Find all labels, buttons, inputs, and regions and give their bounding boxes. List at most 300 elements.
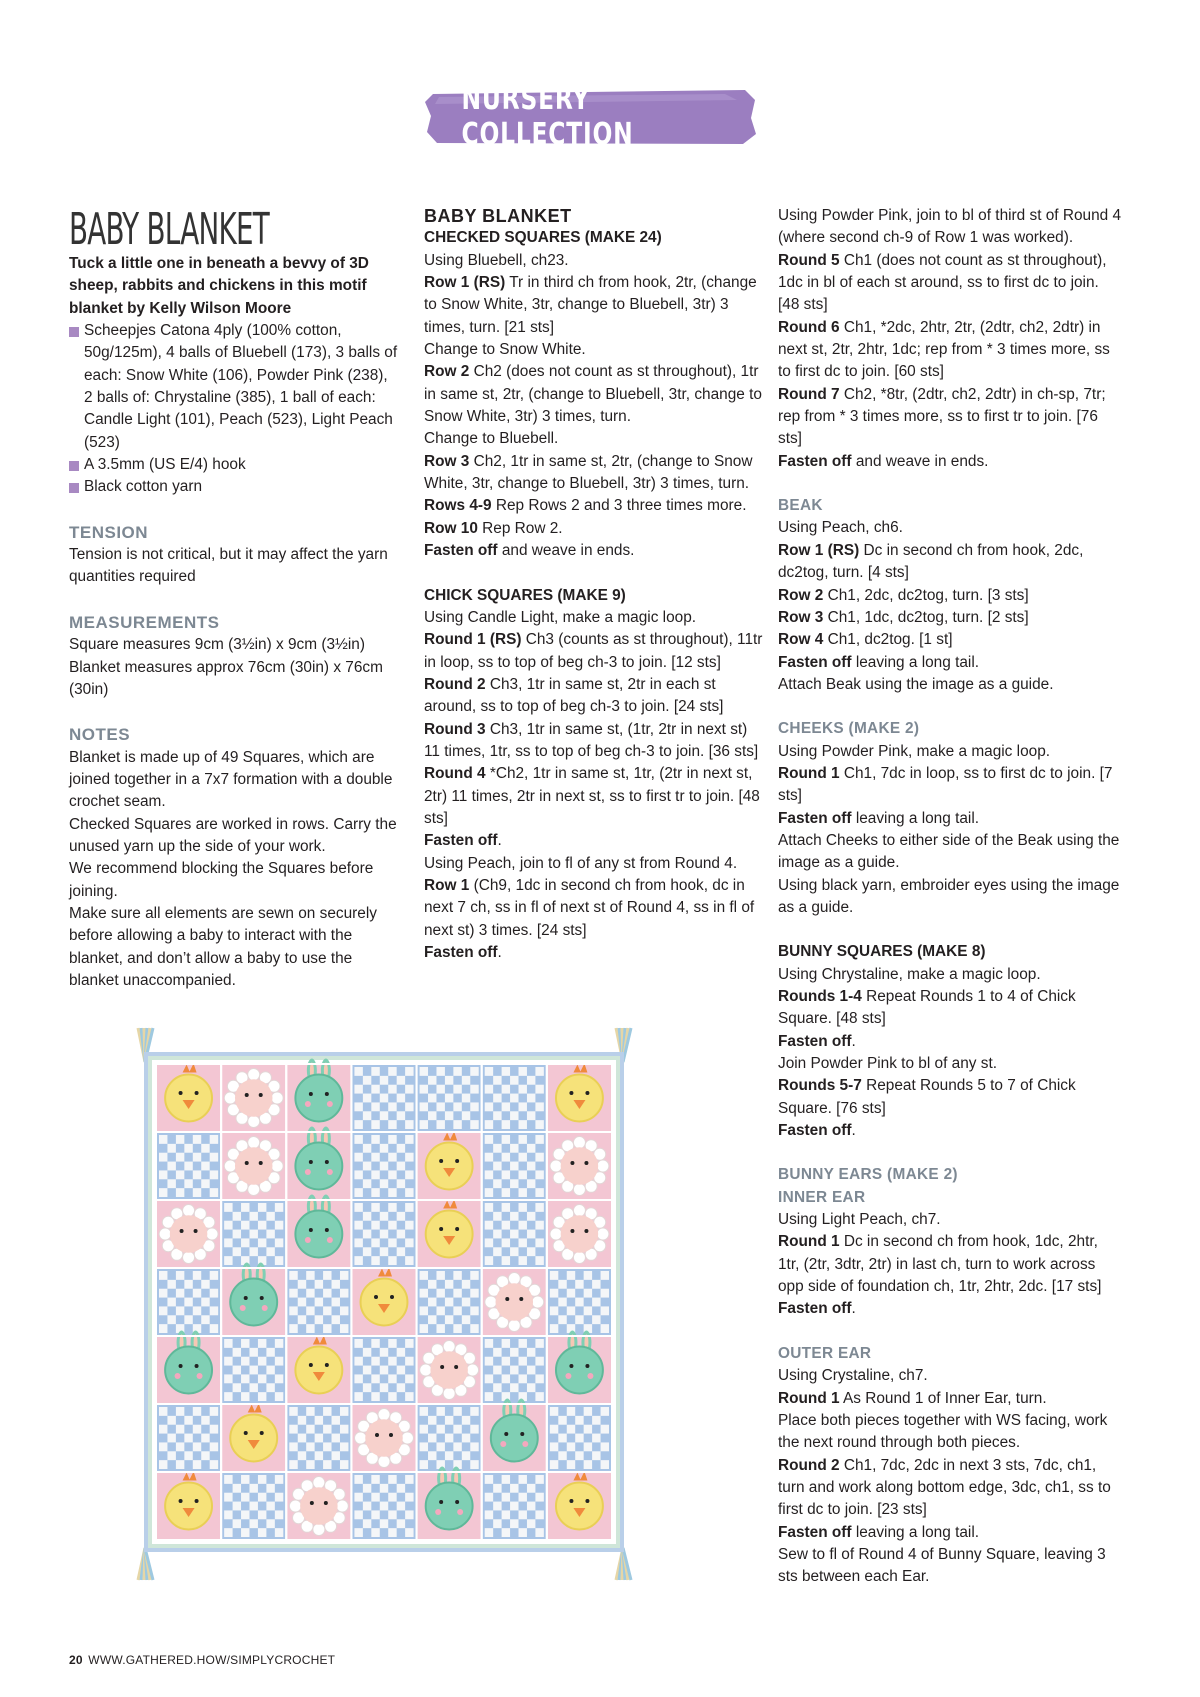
check-cell — [601, 1324, 609, 1333]
sheep-wool — [378, 1455, 390, 1467]
check-cell — [159, 1324, 167, 1333]
bunny-cheek — [565, 1373, 571, 1379]
check-cell — [332, 1451, 340, 1460]
check-cell — [567, 1271, 575, 1280]
check-cell — [567, 1407, 575, 1416]
bunny-eye — [439, 1500, 443, 1504]
notes-text: We recommend blocking the Squares before joining. — [69, 860, 374, 900]
sheep-wool — [224, 1092, 236, 1104]
instruction: Rows 4-9 Rep Rows 2 and 3 three times more. — [424, 497, 747, 515]
check-cell — [201, 1416, 209, 1425]
sheep-wool — [248, 1069, 260, 1081]
check-cell — [275, 1493, 283, 1502]
check-cell — [340, 1289, 348, 1298]
bunny-eye — [309, 1228, 313, 1232]
check-cell — [388, 1256, 396, 1265]
check-cell — [323, 1425, 331, 1434]
check-cell — [388, 1528, 396, 1537]
check-cell — [519, 1067, 527, 1076]
check-cell — [388, 1067, 396, 1076]
cheeks-heading: CHEEKS (MAKE 2) — [778, 720, 920, 738]
check-cell — [601, 1271, 609, 1280]
sheep-wool — [248, 1115, 260, 1127]
check-cell — [193, 1289, 201, 1298]
check-cell — [258, 1392, 266, 1401]
check-cell — [510, 1162, 518, 1171]
check-cell — [388, 1085, 396, 1094]
check-cell — [510, 1094, 518, 1103]
check-cell — [266, 1519, 274, 1528]
check-cell — [380, 1212, 388, 1221]
bunny-cheek — [327, 1237, 333, 1243]
chick-face — [361, 1279, 408, 1326]
check-cell — [266, 1247, 274, 1256]
check-cell — [289, 1407, 297, 1416]
check-cell — [306, 1271, 314, 1280]
sheep-eye — [584, 1229, 588, 1233]
check-cell — [510, 1383, 518, 1392]
check-cell — [535, 1120, 543, 1129]
check-cell — [363, 1383, 371, 1392]
notes-text: Checked Squares are worked in rows. Carry the unused yarn up the side of your work. — [69, 815, 397, 855]
check-cell — [354, 1203, 362, 1212]
check-cell — [167, 1280, 175, 1289]
bunny-eye — [455, 1500, 459, 1504]
check-cell — [233, 1484, 241, 1493]
check-cell — [332, 1434, 340, 1443]
check-cell — [184, 1315, 192, 1324]
check-cell — [575, 1451, 583, 1460]
instruction: Place both pieces together with WS facing, work the next round through both pieces. — [778, 1411, 1108, 1452]
chick-eye — [325, 1363, 329, 1367]
check-cell — [354, 1374, 362, 1383]
notes-text: Make sure all elements are sewn on securely before allowing a baby to interact with the blanket, and don’t allow a baby to use the blanket unaccompanied. — [69, 904, 377, 989]
check-cell — [371, 1085, 379, 1094]
check-cell — [485, 1085, 493, 1094]
check-cell — [592, 1416, 600, 1425]
check-cell — [527, 1179, 535, 1188]
section-banner — [425, 82, 757, 152]
check-cell — [340, 1324, 348, 1333]
bunny-face — [230, 1279, 277, 1326]
check-cell — [470, 1442, 478, 1451]
bunny-eye — [195, 1364, 199, 1368]
check-cell — [354, 1528, 362, 1537]
check-cell — [519, 1374, 527, 1383]
check-cell — [519, 1510, 527, 1519]
sheep-face — [365, 1419, 403, 1457]
instruction: Using Crystaline, ch7. — [778, 1367, 928, 1385]
sheep-eye — [245, 1161, 249, 1165]
check-cell — [493, 1212, 501, 1221]
chick-eye — [585, 1091, 589, 1095]
check-cell — [224, 1374, 232, 1383]
check-cell — [405, 1067, 413, 1076]
sheep-wool — [336, 1500, 348, 1512]
check-cell — [535, 1475, 543, 1484]
check-cell — [258, 1221, 266, 1230]
instruction: Fasten off. — [778, 1300, 856, 1318]
check-cell — [298, 1434, 306, 1443]
check-cell — [592, 1298, 600, 1307]
check-cell — [380, 1162, 388, 1171]
check-cell — [397, 1247, 405, 1256]
check-cell — [388, 1510, 396, 1519]
check-cell — [275, 1221, 283, 1230]
check-cell — [233, 1247, 241, 1256]
instruction: Row 2 Ch1, 2dc, dc2tog, turn. [3 sts] — [778, 586, 1029, 604]
check-cell — [527, 1212, 535, 1221]
footer-url: WWW.GATHERED.HOW/SIMPLYCROCHET — [88, 1653, 336, 1667]
check-cell — [535, 1170, 543, 1179]
chick-eye — [455, 1159, 459, 1163]
check-cell — [323, 1407, 331, 1416]
check-cell — [485, 1221, 493, 1230]
check-cell — [289, 1460, 297, 1469]
bunny-cheek — [305, 1237, 311, 1243]
sheep-wool — [573, 1251, 585, 1263]
chick-face — [165, 1075, 212, 1122]
bunny-face — [295, 1211, 342, 1258]
bunny-cheek — [305, 1101, 311, 1107]
check-cell — [436, 1425, 444, 1434]
check-cell — [445, 1315, 453, 1324]
check-cell — [258, 1357, 266, 1366]
bunny-cheek — [327, 1169, 333, 1175]
check-cell — [535, 1102, 543, 1111]
instruction: Round 3 Ch3, 1tr in same st, (1tr, 2tr in next st) 11 times, 1tr, ss to top of beg ch-3 to join. [36 sts] — [424, 720, 759, 760]
check-cell — [567, 1460, 575, 1469]
check-cell — [428, 1298, 436, 1307]
check-cell — [184, 1179, 192, 1188]
check-cell — [485, 1102, 493, 1111]
check-cell — [592, 1451, 600, 1460]
check-cell — [405, 1357, 413, 1366]
check-cell — [371, 1102, 379, 1111]
check-cell — [306, 1442, 314, 1451]
check-cell — [519, 1085, 527, 1094]
check-cell — [445, 1416, 453, 1425]
check-cell — [584, 1425, 592, 1434]
list-item: A 3.5mm (US E/4) hook — [69, 454, 399, 476]
check-cell — [445, 1434, 453, 1443]
check-cell — [567, 1425, 575, 1434]
sheep-eye — [259, 1093, 263, 1097]
sheep-wool — [508, 1319, 520, 1331]
check-cell — [493, 1484, 501, 1493]
check-cell — [575, 1434, 583, 1443]
chick-face — [295, 1347, 342, 1394]
check-cell — [527, 1502, 535, 1511]
measurements-text: Blanket measures approx 76cm (30in) x 76cm (30in) — [69, 658, 383, 698]
check-cell — [371, 1357, 379, 1366]
check-cell — [266, 1348, 274, 1357]
sheep-face — [235, 1079, 273, 1117]
check-cell — [210, 1324, 218, 1333]
instruction: Rounds 5-7 Repeat Rounds 5 to 7 of Chick Square. [76 sts] — [778, 1077, 1076, 1117]
check-cell — [510, 1076, 518, 1085]
check-cell — [315, 1280, 323, 1289]
sheep-eye — [259, 1161, 263, 1165]
check-cell — [502, 1528, 510, 1537]
bunny-face — [426, 1483, 473, 1530]
check-cell — [363, 1484, 371, 1493]
check-cell — [380, 1144, 388, 1153]
column-pattern-1 — [424, 205, 764, 964]
instruction: Row 10 Rep Row 2. — [424, 519, 563, 537]
sheep-eye — [584, 1161, 588, 1165]
check-cell — [159, 1442, 167, 1451]
instruction: Row 3 Ch2, 1tr in same st, 2tr, (change to Snow White, 3tr, change to Bluebell, 3tr) 3 times, turn. — [424, 452, 753, 493]
chick-eye — [585, 1499, 589, 1503]
check-cell — [493, 1230, 501, 1239]
check-cell — [470, 1120, 478, 1129]
check-cell — [371, 1067, 379, 1076]
check-cell — [210, 1153, 218, 1162]
check-cell — [527, 1484, 535, 1493]
check-cell — [428, 1076, 436, 1085]
check-cell — [428, 1416, 436, 1425]
check-cell — [420, 1306, 428, 1315]
check-cell — [323, 1324, 331, 1333]
chick-eye — [569, 1091, 573, 1095]
check-cell — [445, 1298, 453, 1307]
check-cell — [519, 1203, 527, 1212]
check-cell — [436, 1067, 444, 1076]
check-cell — [397, 1502, 405, 1511]
sheep-wool — [550, 1160, 562, 1172]
instruction: Fasten off. — [424, 832, 502, 850]
check-cell — [592, 1434, 600, 1443]
check-cell — [201, 1298, 209, 1307]
check-cell — [428, 1280, 436, 1289]
instruction: Row 1 (Ch9, 1dc in second ch from hook, dc in next 7 ch, ss in fl of next st of Round 4, ss in fl of next st) 3 times. [24 sts] — [424, 876, 755, 939]
check-cell — [332, 1315, 340, 1324]
instruction: Fasten off and weave in ends. — [424, 542, 635, 560]
notes-text: Blanket is made up of 49 Squares, which are joined together in a 7x7 formation with a double crochet seam. — [69, 748, 393, 811]
check-cell — [485, 1238, 493, 1247]
check-cell — [210, 1135, 218, 1144]
check-cell — [210, 1188, 218, 1197]
sheep-wool — [313, 1477, 325, 1489]
check-cell — [275, 1339, 283, 1348]
list-item: Black cotton yarn — [69, 476, 399, 498]
check-cell — [275, 1238, 283, 1247]
check-cell — [453, 1324, 461, 1333]
sheep-wool — [573, 1205, 585, 1217]
instruction: Using Bluebell, ch23. — [424, 251, 569, 269]
check-cell — [388, 1357, 396, 1366]
sheep-wool — [355, 1432, 367, 1444]
check-cell — [176, 1153, 184, 1162]
check-cell — [266, 1484, 274, 1493]
check-cell — [428, 1315, 436, 1324]
check-cell — [567, 1289, 575, 1298]
sheep-eye — [505, 1297, 509, 1301]
check-cell — [298, 1416, 306, 1425]
check-cell — [306, 1306, 314, 1315]
bunny-eye — [585, 1364, 589, 1368]
check-cell — [535, 1493, 543, 1502]
check-cell — [592, 1315, 600, 1324]
check-cell — [371, 1188, 379, 1197]
check-cell — [249, 1230, 257, 1239]
check-cell — [397, 1230, 405, 1239]
instruction: Change to Bluebell. — [424, 430, 559, 448]
check-cell — [470, 1460, 478, 1469]
sheep-wool — [508, 1273, 520, 1285]
check-cell — [363, 1162, 371, 1171]
sheep-wool — [289, 1500, 301, 1512]
check-cell — [397, 1519, 405, 1528]
bunny-cheek — [327, 1101, 333, 1107]
check-cell — [159, 1153, 167, 1162]
check-cell — [176, 1460, 184, 1469]
bunny-eye — [520, 1432, 524, 1436]
check-cell — [445, 1076, 453, 1085]
pattern-title: BABY BLANKET — [69, 204, 270, 255]
check-cell — [584, 1460, 592, 1469]
bunny-cheek — [522, 1441, 528, 1447]
check-cell — [485, 1392, 493, 1401]
check-cell — [306, 1460, 314, 1469]
check-cell — [363, 1144, 371, 1153]
check-cell — [519, 1135, 527, 1144]
check-cell — [241, 1238, 249, 1247]
check-cell — [510, 1366, 518, 1375]
check-cell — [266, 1366, 274, 1375]
check-cell — [493, 1162, 501, 1171]
check-cell — [184, 1162, 192, 1171]
check-cell — [405, 1256, 413, 1265]
check-cell — [502, 1170, 510, 1179]
check-cell — [485, 1203, 493, 1212]
check-cell — [405, 1374, 413, 1383]
check-cell — [436, 1085, 444, 1094]
check-cell — [584, 1289, 592, 1298]
check-cell — [371, 1120, 379, 1129]
check-cell — [210, 1442, 218, 1451]
check-cell — [380, 1484, 388, 1493]
instruction: Using Chrystaline, make a magic loop. — [778, 965, 1041, 983]
check-cell — [184, 1451, 192, 1460]
check-cell — [445, 1451, 453, 1460]
instruction: Using Powder Pink, make a magic loop. — [778, 742, 1051, 760]
check-cell — [519, 1528, 527, 1537]
check-cell — [354, 1475, 362, 1484]
instruction: Sew to fl of Round 4 of Bunny Square, leaving 3 sts between each Ear. — [778, 1545, 1106, 1586]
check-cell — [420, 1271, 428, 1280]
check-cell — [420, 1324, 428, 1333]
check-cell — [601, 1289, 609, 1298]
check-cell — [405, 1221, 413, 1230]
sheep-wool — [532, 1296, 544, 1308]
check-cell — [502, 1510, 510, 1519]
check-cell — [354, 1256, 362, 1265]
check-cell — [332, 1280, 340, 1289]
check-cell — [380, 1502, 388, 1511]
check-cell — [340, 1425, 348, 1434]
bullet-square-icon — [69, 327, 79, 337]
instruction: Round 1 (RS) Ch3 (counts as st throughout), 11tr in loop, ss to top of beg ch-3 to join. [12 sts] — [424, 631, 763, 671]
chick-eye — [195, 1091, 199, 1095]
check-cell — [193, 1442, 201, 1451]
check-cell — [453, 1120, 461, 1129]
bunny-eye — [325, 1228, 329, 1232]
sheep-wool — [597, 1160, 609, 1172]
check-cell — [502, 1067, 510, 1076]
check-cell — [167, 1179, 175, 1188]
check-cell — [323, 1306, 331, 1315]
sheep-wool — [443, 1341, 455, 1353]
check-cell — [567, 1442, 575, 1451]
check-cell — [210, 1407, 218, 1416]
check-cell — [388, 1238, 396, 1247]
check-cell — [470, 1306, 478, 1315]
check-cell — [397, 1366, 405, 1375]
notes-heading: NOTES — [69, 725, 131, 745]
check-cell — [462, 1280, 470, 1289]
check-cell — [233, 1230, 241, 1239]
check-cell — [445, 1280, 453, 1289]
check-cell — [397, 1383, 405, 1392]
check-cell — [193, 1153, 201, 1162]
instruction: Using Peach, ch6. — [778, 519, 903, 537]
check-cell — [193, 1271, 201, 1280]
bunny-cheek — [435, 1509, 441, 1515]
check-cell — [405, 1102, 413, 1111]
check-cell — [405, 1085, 413, 1094]
check-cell — [258, 1528, 266, 1537]
chick-eye — [390, 1295, 394, 1299]
sheep-wool — [248, 1183, 260, 1195]
sheep-wool — [271, 1092, 283, 1104]
check-cell — [502, 1339, 510, 1348]
check-cell — [592, 1280, 600, 1289]
chick-face — [426, 1211, 473, 1258]
check-cell — [167, 1416, 175, 1425]
check-cell — [527, 1076, 535, 1085]
check-cell — [462, 1298, 470, 1307]
check-cell — [233, 1348, 241, 1357]
check-cell — [176, 1442, 184, 1451]
check-cell — [363, 1502, 371, 1511]
check-cell — [445, 1094, 453, 1103]
check-cell — [275, 1510, 283, 1519]
chick-eye — [179, 1499, 183, 1503]
check-cell — [462, 1451, 470, 1460]
check-cell — [535, 1510, 543, 1519]
check-cell — [535, 1085, 543, 1094]
check-cell — [519, 1188, 527, 1197]
instruction: Fasten off leaving a long tail. — [778, 1523, 980, 1541]
check-cell — [493, 1111, 501, 1120]
check-cell — [436, 1324, 444, 1333]
tension-heading: TENSION — [69, 522, 149, 542]
chick-eye — [179, 1091, 183, 1095]
check-cell — [462, 1434, 470, 1443]
check-cell — [510, 1111, 518, 1120]
check-cell — [567, 1306, 575, 1315]
check-cell — [519, 1339, 527, 1348]
check-cell — [519, 1475, 527, 1484]
check-cell — [275, 1203, 283, 1212]
check-cell — [510, 1519, 518, 1528]
check-cell — [575, 1315, 583, 1324]
check-cell — [420, 1425, 428, 1434]
check-cell — [453, 1442, 461, 1451]
check-cell — [193, 1306, 201, 1315]
